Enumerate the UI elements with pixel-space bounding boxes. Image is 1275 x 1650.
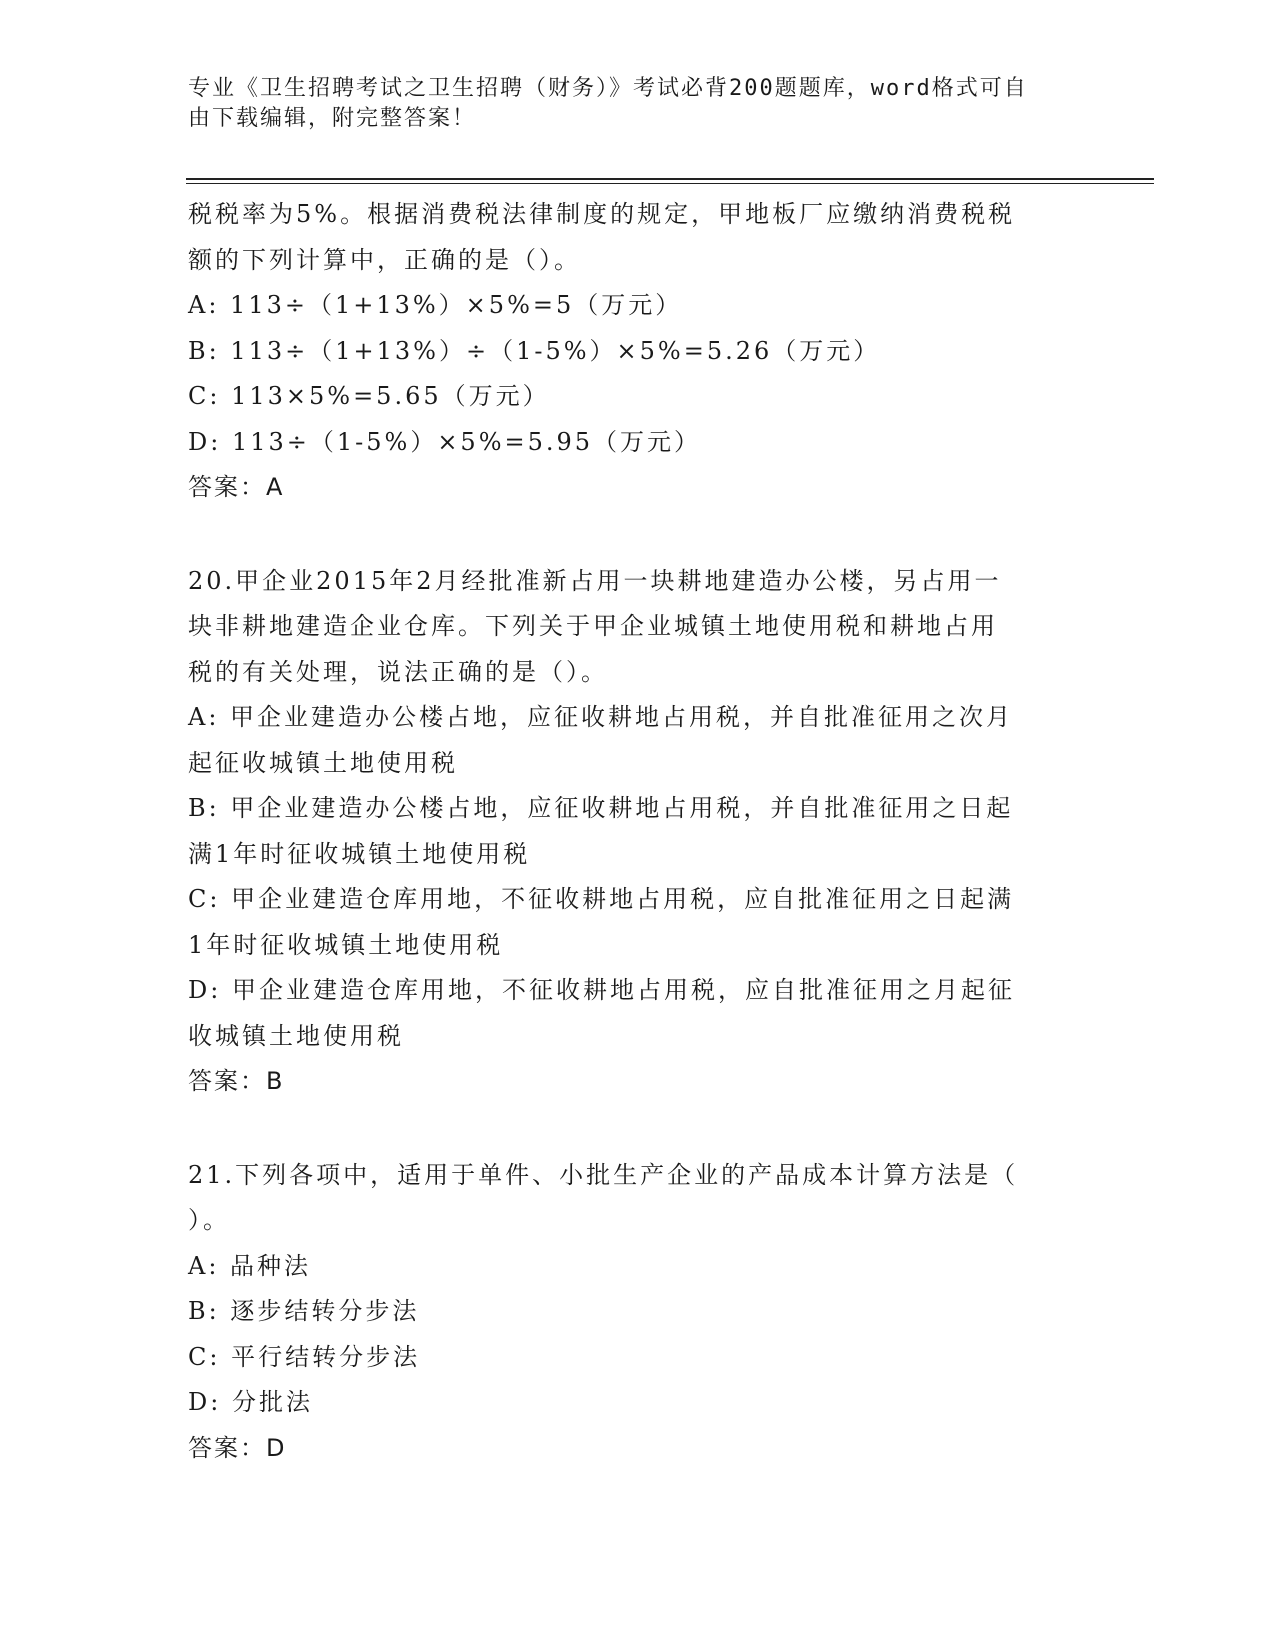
option-d: D: 甲企业建造仓库用地，不征收耕地占用税，应自批准征用之月起征 [188, 976, 1015, 1004]
answer: 答案：B [188, 1067, 285, 1095]
option-a: A: 甲企业建造办公楼占地，应征收耕地占用税，并自批准征用之次月 [188, 703, 1014, 731]
question-list [188, 192, 1078, 1471]
header-line: 专业《卫生招聘考试之卫生招聘（财务）》考试必背200题题库，word格式可自 [188, 76, 1028, 101]
question-stem: 税税率为5%。根据消费税法律制度的规定，甲地板厂应缴纳消费税税 [188, 200, 1016, 228]
header-divider [186, 178, 1154, 180]
page-header [188, 74, 1068, 134]
question-stem: 21.下列各项中，适用于单件、小批生产企业的产品成本计算方法是（ [188, 1160, 1019, 1189]
question-stem: 块非耕地建造企业仓库。下列关于甲企业城镇土地使用税和耕地占用 [188, 612, 998, 640]
option-a-cont: 起征收城镇土地使用税 [188, 748, 458, 777]
option-b: B: 逐步结转分步法 [188, 1297, 420, 1325]
header-divider-thin [186, 183, 1154, 184]
question-stem: ）。 [188, 1206, 230, 1234]
question-spacer [188, 1105, 1078, 1153]
option-a: A: 品种法 [188, 1251, 312, 1280]
option-b: B: 113÷（1+13%）÷（1-5%）×5%=5.26（万元） [188, 336, 881, 365]
header-line: 由下载编辑，附完整答案！ [188, 106, 477, 131]
question-spacer [188, 511, 1078, 559]
option-d: D: 113÷（1-5%）×5%=5.95（万元） [188, 427, 702, 456]
option-c: C: 平行结转分步法 [188, 1342, 421, 1371]
option-c: C: 甲企业建造仓库用地，不征收耕地占用税，应自批准征用之日起满 [188, 885, 1015, 913]
option-b-cont: 满1年时征收城镇土地使用税 [188, 839, 531, 868]
option-d-cont: 收城镇土地使用税 [188, 1021, 404, 1050]
answer: 答案：A [188, 473, 285, 501]
question-21 [188, 1153, 1078, 1472]
option-a: A: 113÷（1+13%）×5%=5（万元） [188, 291, 683, 319]
question-stem: 额的下列计算中，正确的是（）。 [188, 245, 581, 274]
question-20 [188, 559, 1078, 1105]
answer: 答案：D [188, 1433, 287, 1462]
option-c: C: 113×5%=5.65（万元） [188, 382, 550, 410]
question-19 [188, 192, 1078, 511]
option-b: B: 甲企业建造办公楼占地，应征收耕地占用税，并自批准征用之日起 [188, 794, 1014, 822]
question-stem: 20.甲企业2015年2月经批准新占用一块耕地建造办公楼，另占用一 [188, 566, 1002, 595]
question-stem: 税的有关处理，说法正确的是（）。 [188, 657, 608, 686]
option-c-cont: 1年时征收城镇土地使用税 [188, 930, 504, 959]
option-d: D: 分批法 [188, 1388, 313, 1416]
